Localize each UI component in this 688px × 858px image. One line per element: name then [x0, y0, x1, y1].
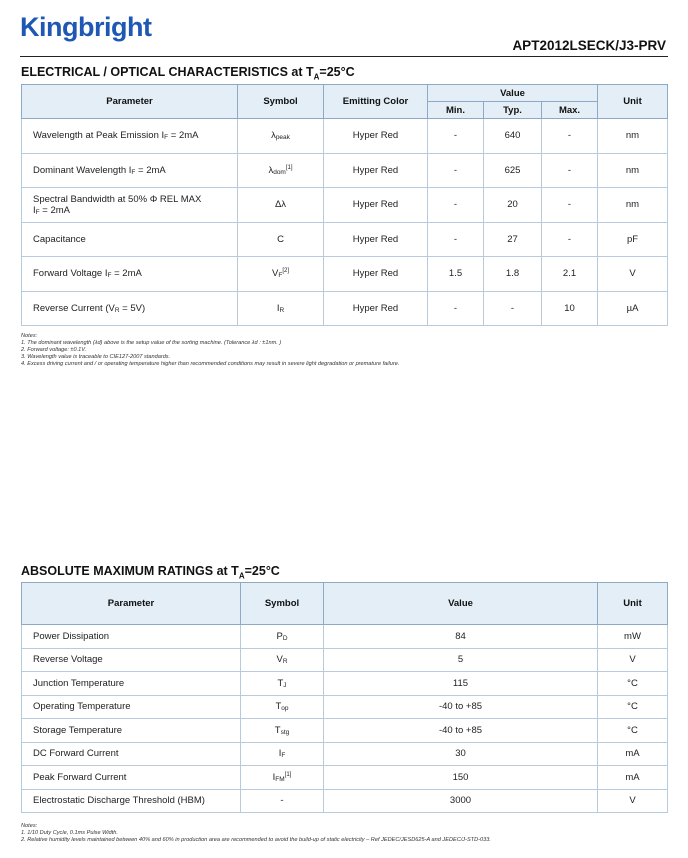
max-cell: - [542, 188, 598, 223]
unit-cell: mW [598, 625, 668, 649]
min-cell: - [428, 153, 484, 188]
value-cell: -40 to +85 [324, 695, 598, 719]
unit-cell: mA [598, 742, 668, 766]
typ-cell: 625 [484, 153, 542, 188]
header-parameter: Parameter [22, 85, 238, 119]
abs-header-value: Value [324, 583, 598, 625]
symbol-cell: λpeak [238, 119, 324, 154]
symbol-cell: Top [241, 695, 324, 719]
symbol-cell: C [238, 222, 324, 257]
absolute-table [21, 582, 668, 813]
parameter-cell: Power Dissipation [22, 625, 241, 649]
parameter-cell: Capacitance [22, 222, 238, 257]
electrical-table [21, 84, 668, 326]
symbol-cell: λdom[1] [238, 153, 324, 188]
electrical-notes: Notes: 1. The dominant wavelength (λd) above is the setup value of the sorting machine. (Tolerance λd : ±1nm. ) 2. Forward voltage: ±0.1V. 3. Wavelength value is traceable to CIE127-2007 standards. 4. Excess driving current and / or operating temperature higher than recommended conditions may result in severe light degradation or premature failure. [21, 333, 400, 367]
typ-cell: 640 [484, 119, 542, 154]
table-row [22, 153, 668, 188]
max-cell: - [542, 153, 598, 188]
value-cell: 84 [324, 625, 598, 649]
color-cell: Hyper Red [324, 153, 428, 188]
table-row [22, 291, 668, 326]
absolute-title: ABSOLUTE MAXIMUM RATINGS at $T_A=25^\circ C$ [21, 564, 280, 581]
table-row [22, 188, 668, 223]
unit-cell: °C [598, 719, 668, 743]
parameter-cell: DC Forward Current [22, 742, 241, 766]
typ-cell: 1.8 [484, 257, 542, 292]
unit-cell: nm [598, 119, 668, 154]
unit-cell: pF [598, 222, 668, 257]
symbol-cell: Tstg [241, 719, 324, 743]
header-symbol: Symbol [238, 85, 324, 119]
symbol-cell: PD [241, 625, 324, 649]
min-cell: - [428, 222, 484, 257]
table-row [22, 742, 668, 766]
value-cell: 3000 [324, 789, 598, 813]
symbol-cell: VF[2] [238, 257, 324, 292]
parameter-cell: Operating Temperature [22, 695, 241, 719]
abs-header-unit: Unit [598, 583, 668, 625]
table-row [22, 648, 668, 672]
min-cell: - [428, 188, 484, 223]
header-divider [20, 56, 668, 57]
value-cell: -40 to +85 [324, 719, 598, 743]
parameter-cell: Storage Temperature [22, 719, 241, 743]
typ-cell: 27 [484, 222, 542, 257]
abs-header-parameter: Parameter [22, 583, 241, 625]
unit-cell: °C [598, 695, 668, 719]
unit-cell: V [598, 789, 668, 813]
symbol-cell: - [241, 789, 324, 813]
symbol-cell: Δλ [238, 188, 324, 223]
typ-cell: 20 [484, 188, 542, 223]
parameter-cell: Electrostatic Discharge Threshold (HBM) [22, 789, 241, 813]
symbol-cell: VR [241, 648, 324, 672]
parameter-cell: Forward Voltage IF = 2mA [22, 257, 238, 292]
value-cell: 30 [324, 742, 598, 766]
absolute-notes: Notes: 1. 1/10 Duty Cycle, 0.1ms Pulse Width. 2. Relative humidity levels maintained between 40% and 60% in production area are recommended to avoid the build-up of static electricity – Ref JEDEC/JESD625-A and JEDEC/J-STD-033. [21, 823, 491, 843]
symbol-cell: IF [241, 742, 324, 766]
table-row [22, 222, 668, 257]
min-cell: 1.5 [428, 257, 484, 292]
max-cell: - [542, 119, 598, 154]
unit-cell: °C [598, 672, 668, 696]
value-cell: 150 [324, 766, 598, 790]
electrical-title: ELECTRICAL / OPTICAL CHARACTERISTICS at $T_A=25^\circ C$ [21, 65, 355, 82]
parameter-cell: Junction Temperature [22, 672, 241, 696]
min-cell: - [428, 291, 484, 326]
max-cell: 10 [542, 291, 598, 326]
header-min: Min. [428, 102, 484, 119]
unit-cell: µA [598, 291, 668, 326]
table-row [22, 257, 668, 292]
color-cell: Hyper Red [324, 222, 428, 257]
typ-cell: - [484, 291, 542, 326]
header-value: Value [428, 85, 598, 102]
max-cell: - [542, 222, 598, 257]
unit-cell: nm [598, 153, 668, 188]
table-row [22, 625, 668, 649]
unit-cell: V [598, 648, 668, 672]
max-cell: 2.1 [542, 257, 598, 292]
parameter-cell: Peak Forward Current [22, 766, 241, 790]
table-row [22, 766, 668, 790]
header-max: Max. [542, 102, 598, 119]
color-cell: Hyper Red [324, 188, 428, 223]
table-row [22, 119, 668, 154]
symbol-cell: IR [238, 291, 324, 326]
unit-cell: nm [598, 188, 668, 223]
parameter-cell: Reverse Current (VR = 5V) [22, 291, 238, 326]
parameter-cell: Reverse Voltage [22, 648, 241, 672]
unit-cell: mA [598, 766, 668, 790]
header-unit: Unit [598, 85, 668, 119]
color-cell: Hyper Red [324, 257, 428, 292]
abs-header-symbol: Symbol [241, 583, 324, 625]
header-typ: Typ. [484, 102, 542, 119]
kingbright-logo: Kingbright [20, 12, 152, 42]
part-number: APT2012LSECK/J3-PRV [512, 38, 666, 53]
parameter-cell: Wavelength at Peak Emission IF = 2mA [22, 119, 238, 154]
color-cell: Hyper Red [324, 119, 428, 154]
symbol-cell: TJ [241, 672, 324, 696]
value-cell: 115 [324, 672, 598, 696]
value-cell: 5 [324, 648, 598, 672]
unit-cell: V [598, 257, 668, 292]
table-row [22, 672, 668, 696]
header-emitting-color: Emitting Color [324, 85, 428, 119]
parameter-cell: Dominant Wavelength IF = 2mA [22, 153, 238, 188]
table-row [22, 695, 668, 719]
color-cell: Hyper Red [324, 291, 428, 326]
table-row [22, 789, 668, 813]
symbol-cell: IFM[1] [241, 766, 324, 790]
parameter-cell: Spectral Bandwidth at 50% Φ REL MAX IF = 2mA [22, 188, 238, 223]
table-row [22, 719, 668, 743]
min-cell: - [428, 119, 484, 154]
